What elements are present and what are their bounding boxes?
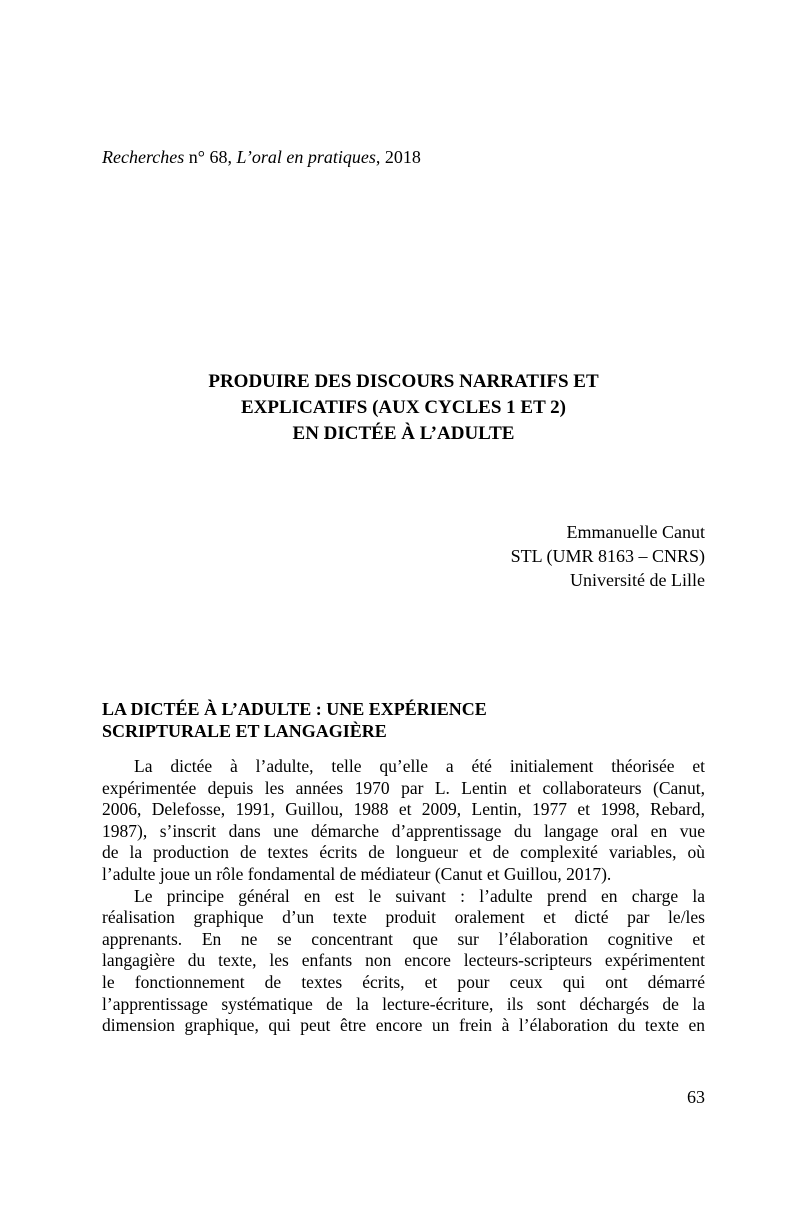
text-line: langagière du texte, les enfants non encore lecteurs-scripteurs expérimentent (102, 950, 705, 971)
journal-reference (102, 146, 421, 168)
text-line: réalisation graphique d’un texte produit oralement et dicté par le/les (102, 907, 705, 928)
author-affiliation (511, 520, 705, 592)
text-line: 2006, Delefosse, 1991, Guillou, 1988 et 2009, Lentin, 1977 et 1998, Rebard, (102, 799, 705, 820)
author-lab: STL (UMR 8163 – CNRS) (510, 546, 705, 566)
title-line-1: PRODUIRE DES DISCOURS NARRATIFS ET (208, 371, 599, 392)
journal-year: , 2018 (375, 147, 421, 167)
text-line: le fonctionnement de textes écrits, et pour ceux qui ont démarré (102, 971, 705, 992)
section-heading (102, 698, 487, 742)
paragraph-2 (102, 886, 705, 1037)
text-line: 1987), s’inscrit dans une démarche d’apprentissage du langage oral en vue (102, 820, 705, 841)
title-line-3: EN DICTÉE À L’ADULTE (292, 423, 515, 444)
text-line: l’apprentissage systématique de la lecture-écriture, ils sont déchargés de la (102, 993, 705, 1014)
journal-issue: n° 68, (184, 147, 237, 167)
text-line: La dictée à l’adulte, telle qu’elle a été initialement théorisée et (134, 756, 705, 776)
text-line: dimension graphique, qui peut être encore un frein à l’élaboration du texte en (102, 1015, 705, 1036)
text-line: apprenants. En ne se concentrant que sur l’élaboration cognitive et (102, 928, 705, 949)
paragraph-1 (102, 756, 705, 886)
author-university: Université de Lille (570, 570, 705, 590)
journal-name: Recherches (102, 147, 185, 167)
body-text (102, 756, 705, 1037)
section-heading-line-2: SCRIPTURALE ET LANGAGIÈRE (102, 721, 387, 741)
text-line: l’adulte joue un rôle fondamental de médiateur (Canut et Guillou, 2017). (102, 863, 612, 884)
text-line: expérimentée depuis les années 1970 par L. Lentin et collaborateurs (Canut, (102, 777, 705, 798)
author-name: Emmanuelle Canut (566, 522, 705, 542)
text-line: Le principe général en est le suivant : l’adulte prend en charge la (134, 885, 705, 906)
journal-theme: L’oral en pratiques (236, 147, 376, 167)
page-number: 63 (687, 1087, 705, 1107)
text-line: de la production de textes écrits de longueur et de complexité variables, où (102, 842, 705, 863)
article-title (102, 369, 705, 447)
section-heading-line-1: LA DICTÉE À L’ADULTE : UNE EXPÉRIENCE (102, 699, 487, 719)
title-line-2: EXPLICATIFS (AUX CYCLES 1 ET 2) (241, 397, 566, 418)
